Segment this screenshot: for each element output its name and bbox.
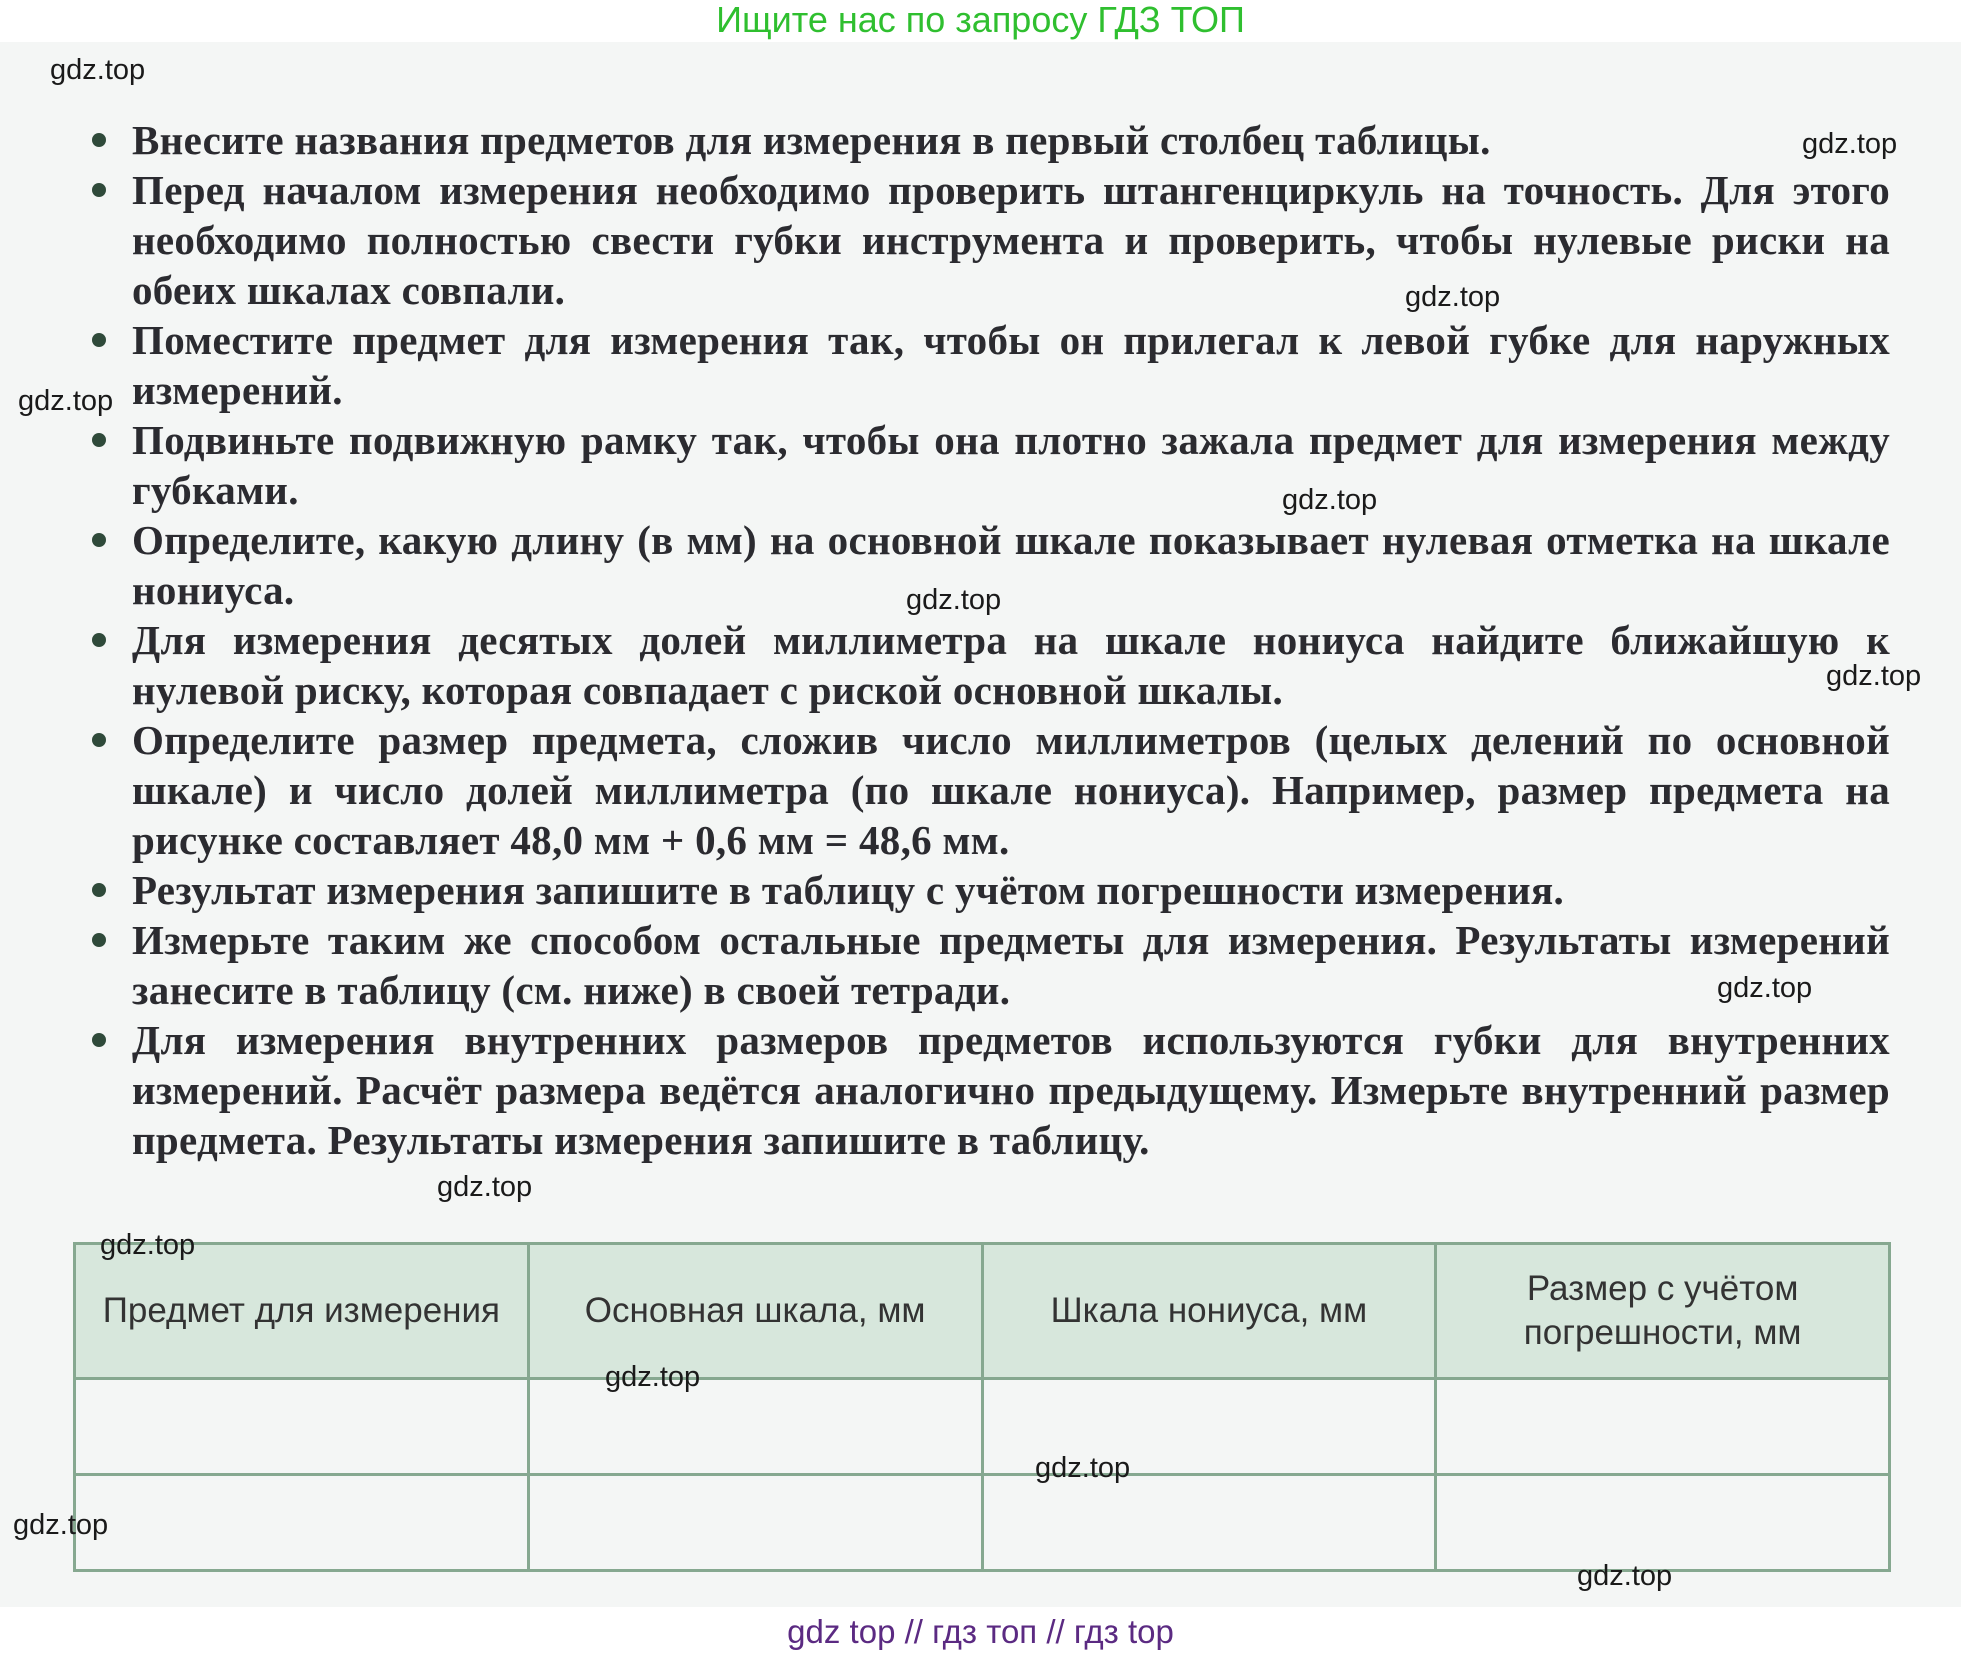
instruction-text: Поместите предмет для измерения так, чтобы он прилегал к левой губке для наружных измерений. bbox=[132, 317, 1890, 413]
bullet-icon bbox=[92, 633, 106, 647]
bullet-icon bbox=[92, 333, 106, 347]
watermark-label: gdz.top bbox=[13, 1509, 109, 1541]
footer-links[interactable]: gdz top // гдз топ // гдз top bbox=[787, 1613, 1174, 1650]
instruction-item bbox=[90, 915, 1890, 1015]
table-cell bbox=[75, 1379, 529, 1475]
instruction-item bbox=[90, 615, 1890, 715]
table-cell bbox=[982, 1475, 1436, 1571]
instruction-item bbox=[90, 1015, 1890, 1165]
watermark-label: gdz.top bbox=[1405, 281, 1501, 313]
watermark-label: gdz.top bbox=[1035, 1452, 1131, 1484]
bullet-icon bbox=[92, 183, 106, 197]
watermark-label: gdz.top bbox=[605, 1361, 701, 1393]
watermark-label: gdz.top bbox=[50, 54, 146, 86]
instruction-text: Перед началом измерения необходимо проверить штангенциркуль на точность. Для этого необходимо полностью свести губки инструмента и проверить, чтобы нулевые риски на обеих шкалах совпали. bbox=[132, 167, 1890, 313]
instruction-text: Определите размер предмета, сложив число миллиметров (целых делений по основной шкале) и число долей миллиметра (по шкале нониуса). Например, размер предмета на рисунке составляет 48,0 мм + 0,6 мм = 48,6 мм. bbox=[132, 717, 1890, 863]
bullet-icon bbox=[92, 533, 106, 547]
bullet-icon bbox=[92, 133, 106, 147]
table-row bbox=[75, 1379, 1890, 1475]
table-row bbox=[75, 1475, 1890, 1571]
watermark-label: gdz.top bbox=[906, 584, 1002, 616]
column-header: Предмет для измерения bbox=[75, 1244, 529, 1379]
instruction-item bbox=[90, 315, 1890, 415]
bullet-icon bbox=[92, 733, 106, 747]
bullet-icon bbox=[92, 433, 106, 447]
instruction-text: Для измерения десятых долей миллиметра на шкале нониуса найдите ближайшую к нулевой риску, которая совпадает с риской основной шкалы. bbox=[132, 617, 1890, 713]
watermark-label: gdz.top bbox=[18, 385, 114, 417]
table-cell bbox=[528, 1475, 982, 1571]
column-header: Основная шкала, мм bbox=[528, 1244, 982, 1379]
column-header: Шкала нониуса, мм bbox=[982, 1244, 1436, 1379]
instruction-text: Внесите названия предметов для измерения в первый столбец таблицы. bbox=[132, 117, 1491, 163]
watermark-label: gdz.top bbox=[1802, 128, 1898, 160]
watermark-label: gdz.top bbox=[100, 1229, 196, 1261]
watermark-label: gdz.top bbox=[1826, 660, 1922, 692]
instruction-item bbox=[90, 715, 1890, 865]
table-cell bbox=[1436, 1475, 1890, 1571]
bullet-icon bbox=[92, 933, 106, 947]
instruction-text: Для измерения внутренних размеров предметов используются губки для внутренних измерений. Расчёт размера ведётся аналогично предыдущему. Измерьте внутренний размер предмета. Результаты измерения запишите в таблицу. bbox=[132, 1017, 1890, 1163]
table-header-row bbox=[75, 1244, 1890, 1379]
table-cell bbox=[1436, 1379, 1890, 1475]
watermark-label: gdz.top bbox=[1282, 484, 1378, 516]
instruction-text: Определите, какую длину (в мм) на основной шкале показывает нулевая отметка на шкале нониуса. bbox=[132, 517, 1890, 613]
table-cell bbox=[528, 1379, 982, 1475]
bullet-icon bbox=[92, 1033, 106, 1047]
instruction-item bbox=[90, 415, 1890, 515]
watermark-label: gdz.top bbox=[1577, 1560, 1673, 1592]
instruction-item bbox=[90, 165, 1890, 315]
instruction-item bbox=[90, 115, 1890, 165]
watermark-label: gdz.top bbox=[437, 1171, 533, 1203]
header-banner[interactable]: Ищите нас по запросу ГДЗ ТОП bbox=[0, 0, 1961, 40]
bullet-icon bbox=[92, 883, 106, 897]
instruction-text: Подвиньте подвижную рамку так, чтобы она плотно зажала предмет для измерения между губками. bbox=[132, 417, 1890, 513]
watermark-label: gdz.top bbox=[1717, 972, 1813, 1004]
column-header: Размер с учётом погрешности, мм bbox=[1436, 1244, 1890, 1379]
table-cell bbox=[75, 1475, 529, 1571]
instruction-text: Результат измерения запишите в таблицу с учётом погрешности измерения. bbox=[132, 867, 1564, 913]
measurement-table bbox=[73, 1242, 1891, 1572]
instruction-list bbox=[90, 115, 1890, 1165]
instruction-item bbox=[90, 865, 1890, 915]
instruction-text: Измерьте таким же способом остальные предметы для измерения. Результаты измерений занесите в таблицу (см. ниже) в своей тетради. bbox=[132, 917, 1890, 1013]
